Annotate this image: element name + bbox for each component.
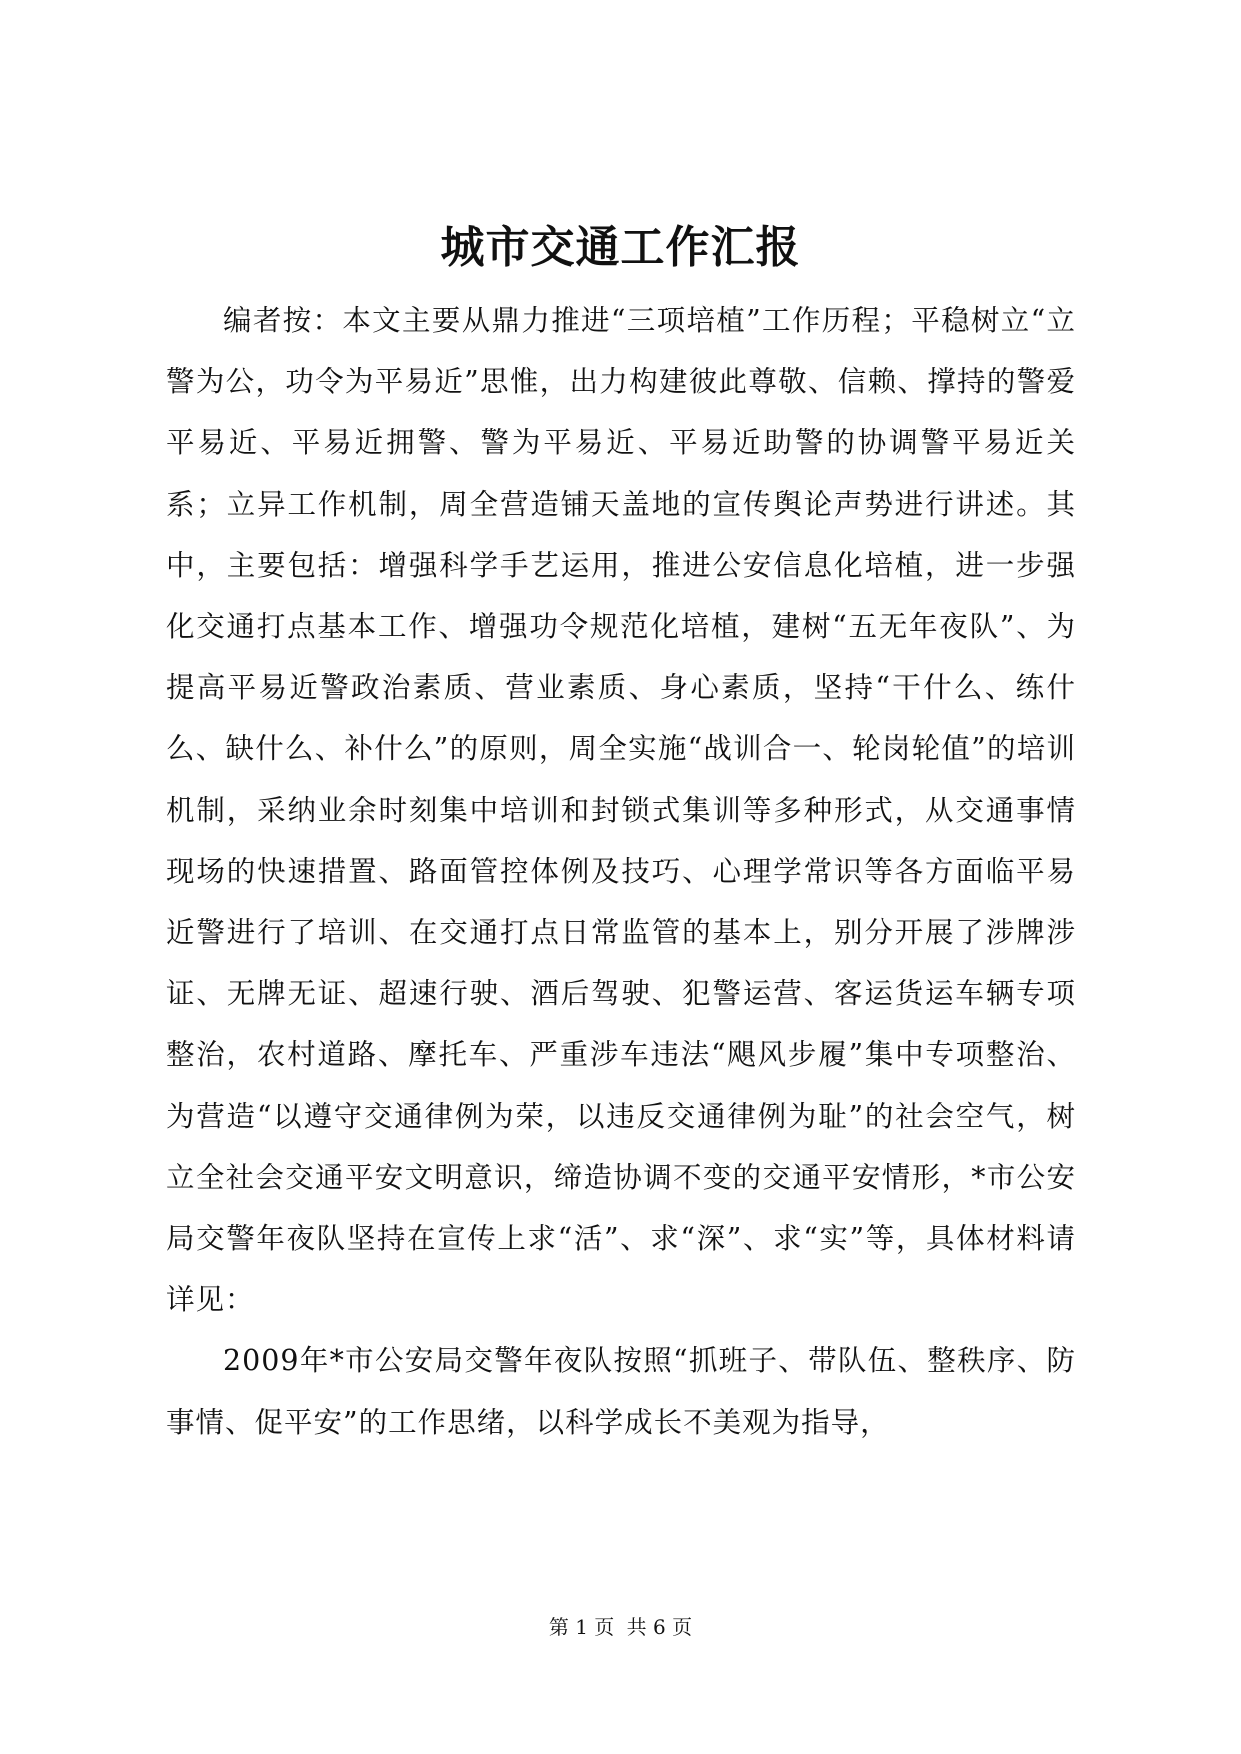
document-title: 城市交通工作汇报: [440, 222, 801, 273]
paragraph-2009-report: 2009年*市公安局交警年夜队按照“抓班子、带队伍、整秩序、防事情、促平安”的工作思绪，以科学成长不美观为指导，: [166, 1344, 1076, 1439]
page-number: 第 1 页: [548, 1615, 615, 1639]
page-footer: [0, 1612, 1241, 1642]
page-total: 共 6 页: [626, 1615, 693, 1639]
document-body: [166, 290, 1076, 1453]
paragraph-editor-note: 编者按：本文主要从鼎力推进“三项培植”工作历程；平稳树立“立警为公，功令为平易近”思惟，出力构建彼此尊敬、信赖、撑持的警爱平易近、平易近拥警、警为平易近、平易近助警的协调警平易近关系；立异工作机制，周全营造铺天盖地的宣传舆论声势进行讲述。其中，主要包括：增强科学手艺运用，推进公安信息化培植，进一步强化交通打点基本工作、增强功令规范化培植，建树“五无年夜队”、为提高平易近警政治素质、营业素质、身心素质，坚持“干什么、练什么、缺什么、补什么”的原则，周全实施“战训合一、轮岗轮值”的培训机制，采纳业余时刻集中培训和封锁式集训等多种形式，从交通事情现场的快速措置、路面管控体例及技巧、心理学常识等各方面临平易近警进行了培训、在交通打点日常监管的基本上，别分开展了涉牌涉证、无牌无证、超速行驶、酒后驾驶、犯警运营、客运货运车辆专项整治，农村道路、摩托车、严重涉车违法“飓风步履”集中专项整治、为营造“以遵守交通律例为荣，以违反交通律例为耻”的社会空气，树立全社会交通平安文明意识，缔造协调不变的交通平安情形，*市公安局交警年夜队坚持在宣传上求“活”、求“深”、求“实”等，具体材料请详见：: [166, 304, 1076, 1317]
